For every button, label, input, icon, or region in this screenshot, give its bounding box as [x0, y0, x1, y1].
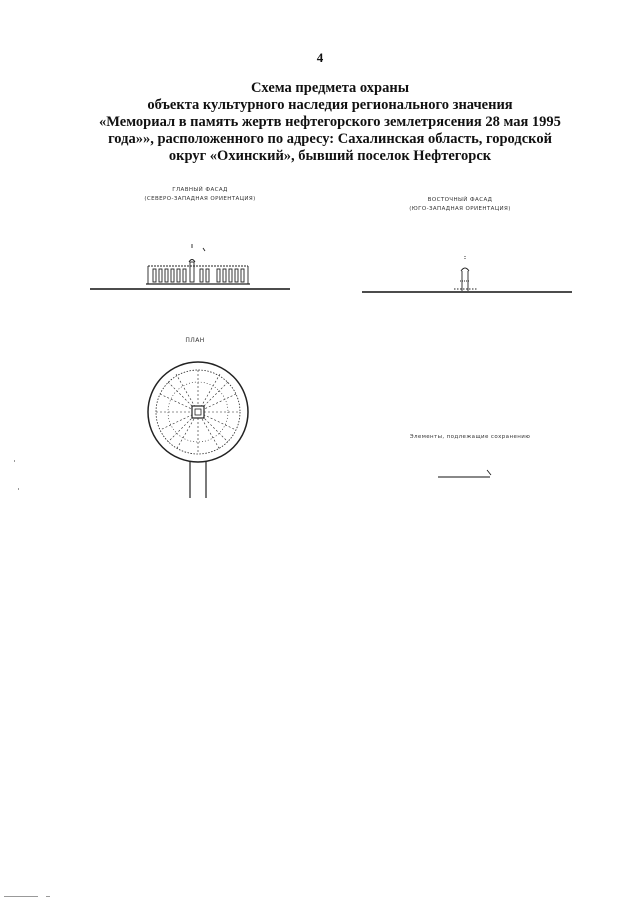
title-line: объекта культурного наследия регионального значения [147, 97, 513, 113]
legend-text: Элементы, подлежащие сохранению [409, 434, 531, 440]
main-facade-caption: ГЛАВНЫЙ ФАСАД [172, 187, 228, 193]
main-facade-subcaption: (СЕВЕРО-ЗАПАДНАЯ ОРИЕНТАЦИЯ) [144, 196, 256, 202]
title-line: Схема предмета охраны [250, 80, 410, 96]
document-title [70, 80, 590, 165]
scan-artifact [14, 460, 15, 462]
east-facade-subcaption: (ЮГО-ЗАПАДНАЯ ОРИЕНТАЦИЯ) [409, 206, 511, 212]
title-line: года»», расположенного по адресу: Сахалинская область, городской [108, 131, 552, 147]
main-facade-drawing [90, 238, 290, 298]
title-line: «Мемориал в память жертв нефтегорского землетрясения 28 мая 1995 [99, 114, 561, 130]
scan-artifact [4, 896, 38, 897]
east-facade-drawing [362, 245, 572, 305]
title-line: округ «Охинский», бывший поселок Нефтегорск [168, 148, 492, 164]
scan-artifact [46, 896, 50, 897]
plan-caption: ПЛАН [185, 337, 205, 344]
east-facade-caption: ВОСТОЧНЫЙ ФАСАД [427, 197, 493, 203]
plan-drawing [138, 360, 258, 500]
page-number: 4 [316, 50, 324, 65]
scan-artifact [18, 488, 19, 490]
legend-line [438, 468, 518, 480]
